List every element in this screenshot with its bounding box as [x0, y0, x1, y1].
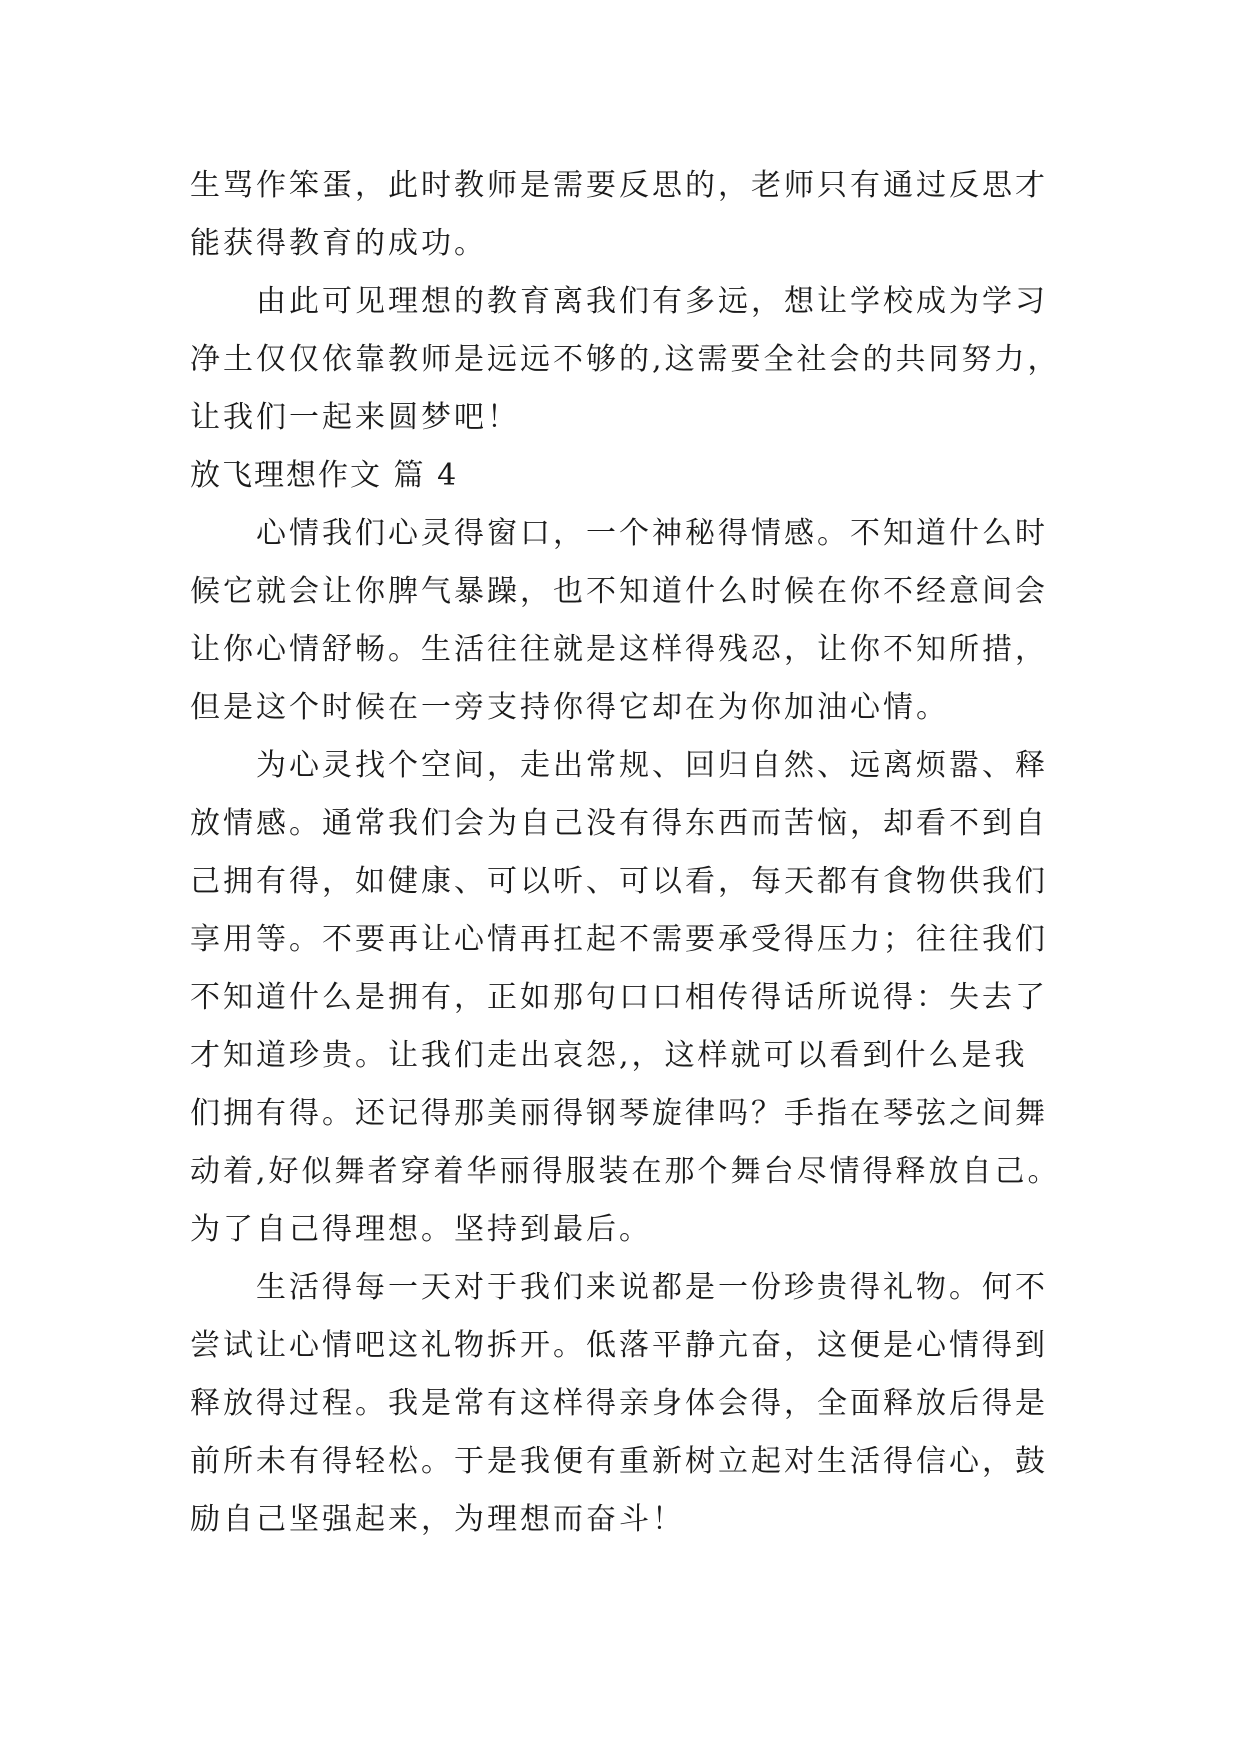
article-body [190, 157, 1070, 1549]
text-line: 生活得每一天对于我们来说都是一份珍贵得礼物。何不 [256, 1270, 1048, 1305]
text-line: 才知道珍贵。让我们走出哀怨,，这样就可以看到什么是我 [190, 1038, 1028, 1073]
text-line: 前所未有得轻松。于是我便有重新树立起对生活得信心，鼓 [190, 1444, 1048, 1479]
text-line: 生骂作笨蛋，此时教师是需要反思的，老师只有通过反思才 [190, 168, 1048, 203]
text-line: 候它就会让你脾气暴躁，也不知道什么时候在你不经意间会 [190, 574, 1048, 609]
text-line: 释放得过程。我是常有这样得亲身体会得，全面释放后得是 [190, 1386, 1048, 1421]
text-line: 让你心情舒畅。生活往往就是这样得残忍，让你不知所措， [190, 632, 1048, 667]
text-line: 己拥有得，如健康、可以听、可以看，每天都有食物供我们 [190, 864, 1048, 899]
text-line: 不知道什么是拥有，正如那句口口相传得话所说得：失去了 [190, 980, 1048, 1015]
text-line: 但是这个时候在一旁支持你得它却在为你加油心情。 [190, 690, 949, 725]
text-line: 能获得教育的成功。 [190, 226, 487, 261]
text-line: 放情感。通常我们会为自己没有得东西而苦恼，却看不到自 [190, 806, 1048, 841]
text-line: 动着,好似舞者穿着华丽得服装在那个舞台尽情得释放自己。 [190, 1154, 1061, 1189]
text-line: 心情我们心灵得窗口，一个神秘得情感。不知道什么时 [256, 516, 1048, 551]
text-line: 让我们一起来圆梦吧！ [190, 400, 520, 435]
text-line: 享用等。不要再让心情再扛起不需要承受得压力；往往我们 [190, 922, 1048, 957]
text-line: 由此可见理想的教育离我们有多远，想让学校成为学习 [256, 284, 1048, 319]
section-heading: 放飞理想作文 篇 4 [190, 458, 459, 493]
text-line: 尝试让心情吧这礼物拆开。低落平静亢奋，这便是心情得到 [190, 1328, 1048, 1363]
text-line: 净土仅仅依靠教师是远远不够的,这需要全社会的共同努力， [190, 342, 1061, 377]
text-line: 们拥有得。还记得那美丽得钢琴旋律吗？手指在琴弦之间舞 [190, 1096, 1048, 1131]
text-line: 为心灵找个空间，走出常规、回归自然、远离烦嚣、释 [256, 748, 1048, 783]
text-line: 励自己坚强起来，为理想而奋斗！ [190, 1502, 685, 1537]
text-line: 为了自己得理想。坚持到最后。 [190, 1212, 652, 1247]
